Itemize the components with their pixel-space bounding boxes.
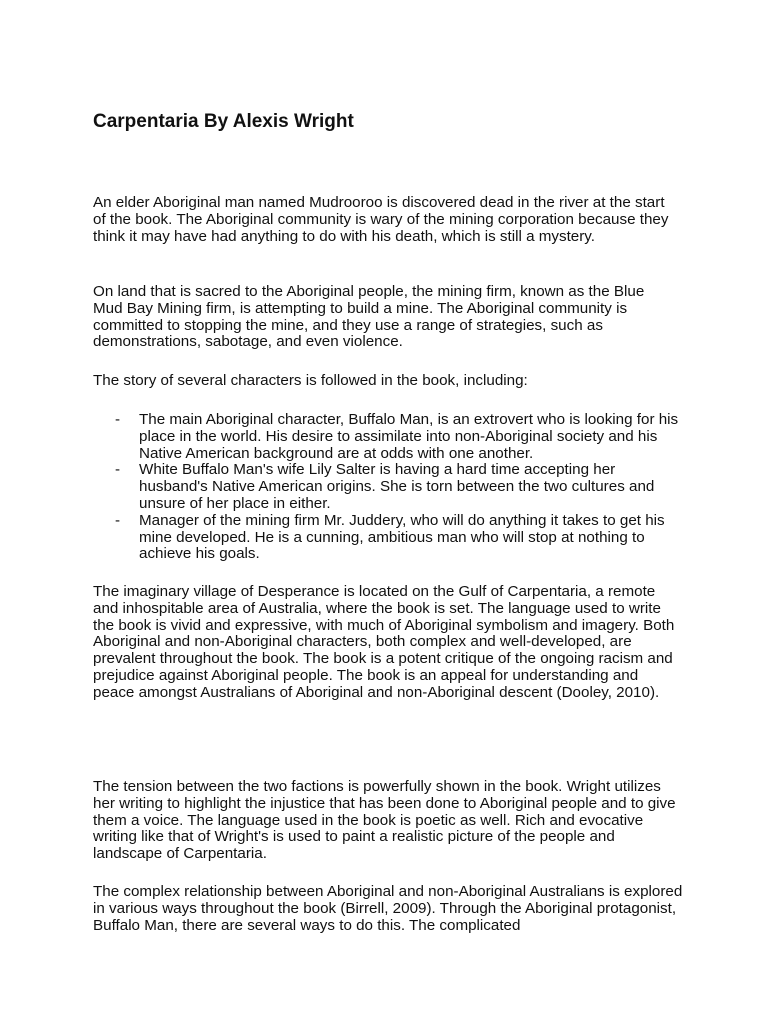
list-item <box>93 462 683 512</box>
list-marker: - <box>115 411 121 428</box>
paragraph-characters-intro: The story of several characters is followed in the book, including: <box>93 372 528 389</box>
list-item-text: Manager of the mining firm Mr. Juddery, who will do anything it takes to get his mine developed. He is a cunning, ambitious man who will stop at nothing to achieve his goals. <box>139 511 665 563</box>
list-item-text: White Buffalo Man's wife Lily Salter is having a hard time accepting her husband's Native American origins. She is torn between the two cultures and unsure of her place in either. <box>139 461 655 512</box>
paragraph-intro: An elder Aboriginal man named Mudrooroo is discovered dead in the river at the start of the book. The Aboriginal community is wary of the mining corporation because they think it may have had anything to do with his death, which is still a mystery. <box>93 194 669 245</box>
list-item <box>93 412 683 462</box>
list-marker: - <box>115 511 121 529</box>
list-marker: - <box>115 461 121 479</box>
list-item <box>93 513 683 563</box>
paragraph-setting: The imaginary village of Desperance is located on the Gulf of Carpentaria, a remote and inhospitable area of Australia, where the book is set. The language used to write the book is vivid and expressive, with much of Aboriginal symbolism and imagery. Both Aboriginal and non-Aboriginal characters, both complex and well-developed, are prevalent throughout the book. The book is a potent critique of the ongoing racism and prejudice against Aboriginal people. The book is an appeal for understanding and peace amongst Australians of Aboriginal and non-Aboriginal descent (Dooley, 2010). <box>93 583 675 701</box>
document-title: Carpentaria By Alexis Wright <box>93 111 354 132</box>
paragraph-relationship: The complex relationship between Aboriginal and non-Aboriginal Australians is explored in various ways throughout the book (Birrell, 2009). Through the Aboriginal protagonist, Buffalo Man, there are several ways to do this. The complicated <box>93 883 683 934</box>
paragraph-tension: The tension between the two factions is powerfully shown in the book. Wright utilizes her writing to highlight the injustice that has been done to Aboriginal people and to give them a voice. The language used in the book is poetic as well. Rich and evocative writing like that of Wright's is used to paint a realistic picture of the people and landscape of Carpentaria. <box>93 778 676 863</box>
paragraph-mining-firm: On land that is sacred to the Aboriginal people, the mining firm, known as the Blue Mud Bay Mining firm, is attempting to build a mine. The Aboriginal community is committed to stopping the mine, and they use a range of strategies, such as demonstrations, sabotage, and even violence. <box>93 283 645 351</box>
character-list <box>93 412 683 563</box>
list-item-text: The main Aboriginal character, Buffalo Man, is an extrovert who is looking for his place in the world. His desire to assimilate into non-Aboriginal society and his Native American background are at odds with one another. <box>139 411 679 462</box>
